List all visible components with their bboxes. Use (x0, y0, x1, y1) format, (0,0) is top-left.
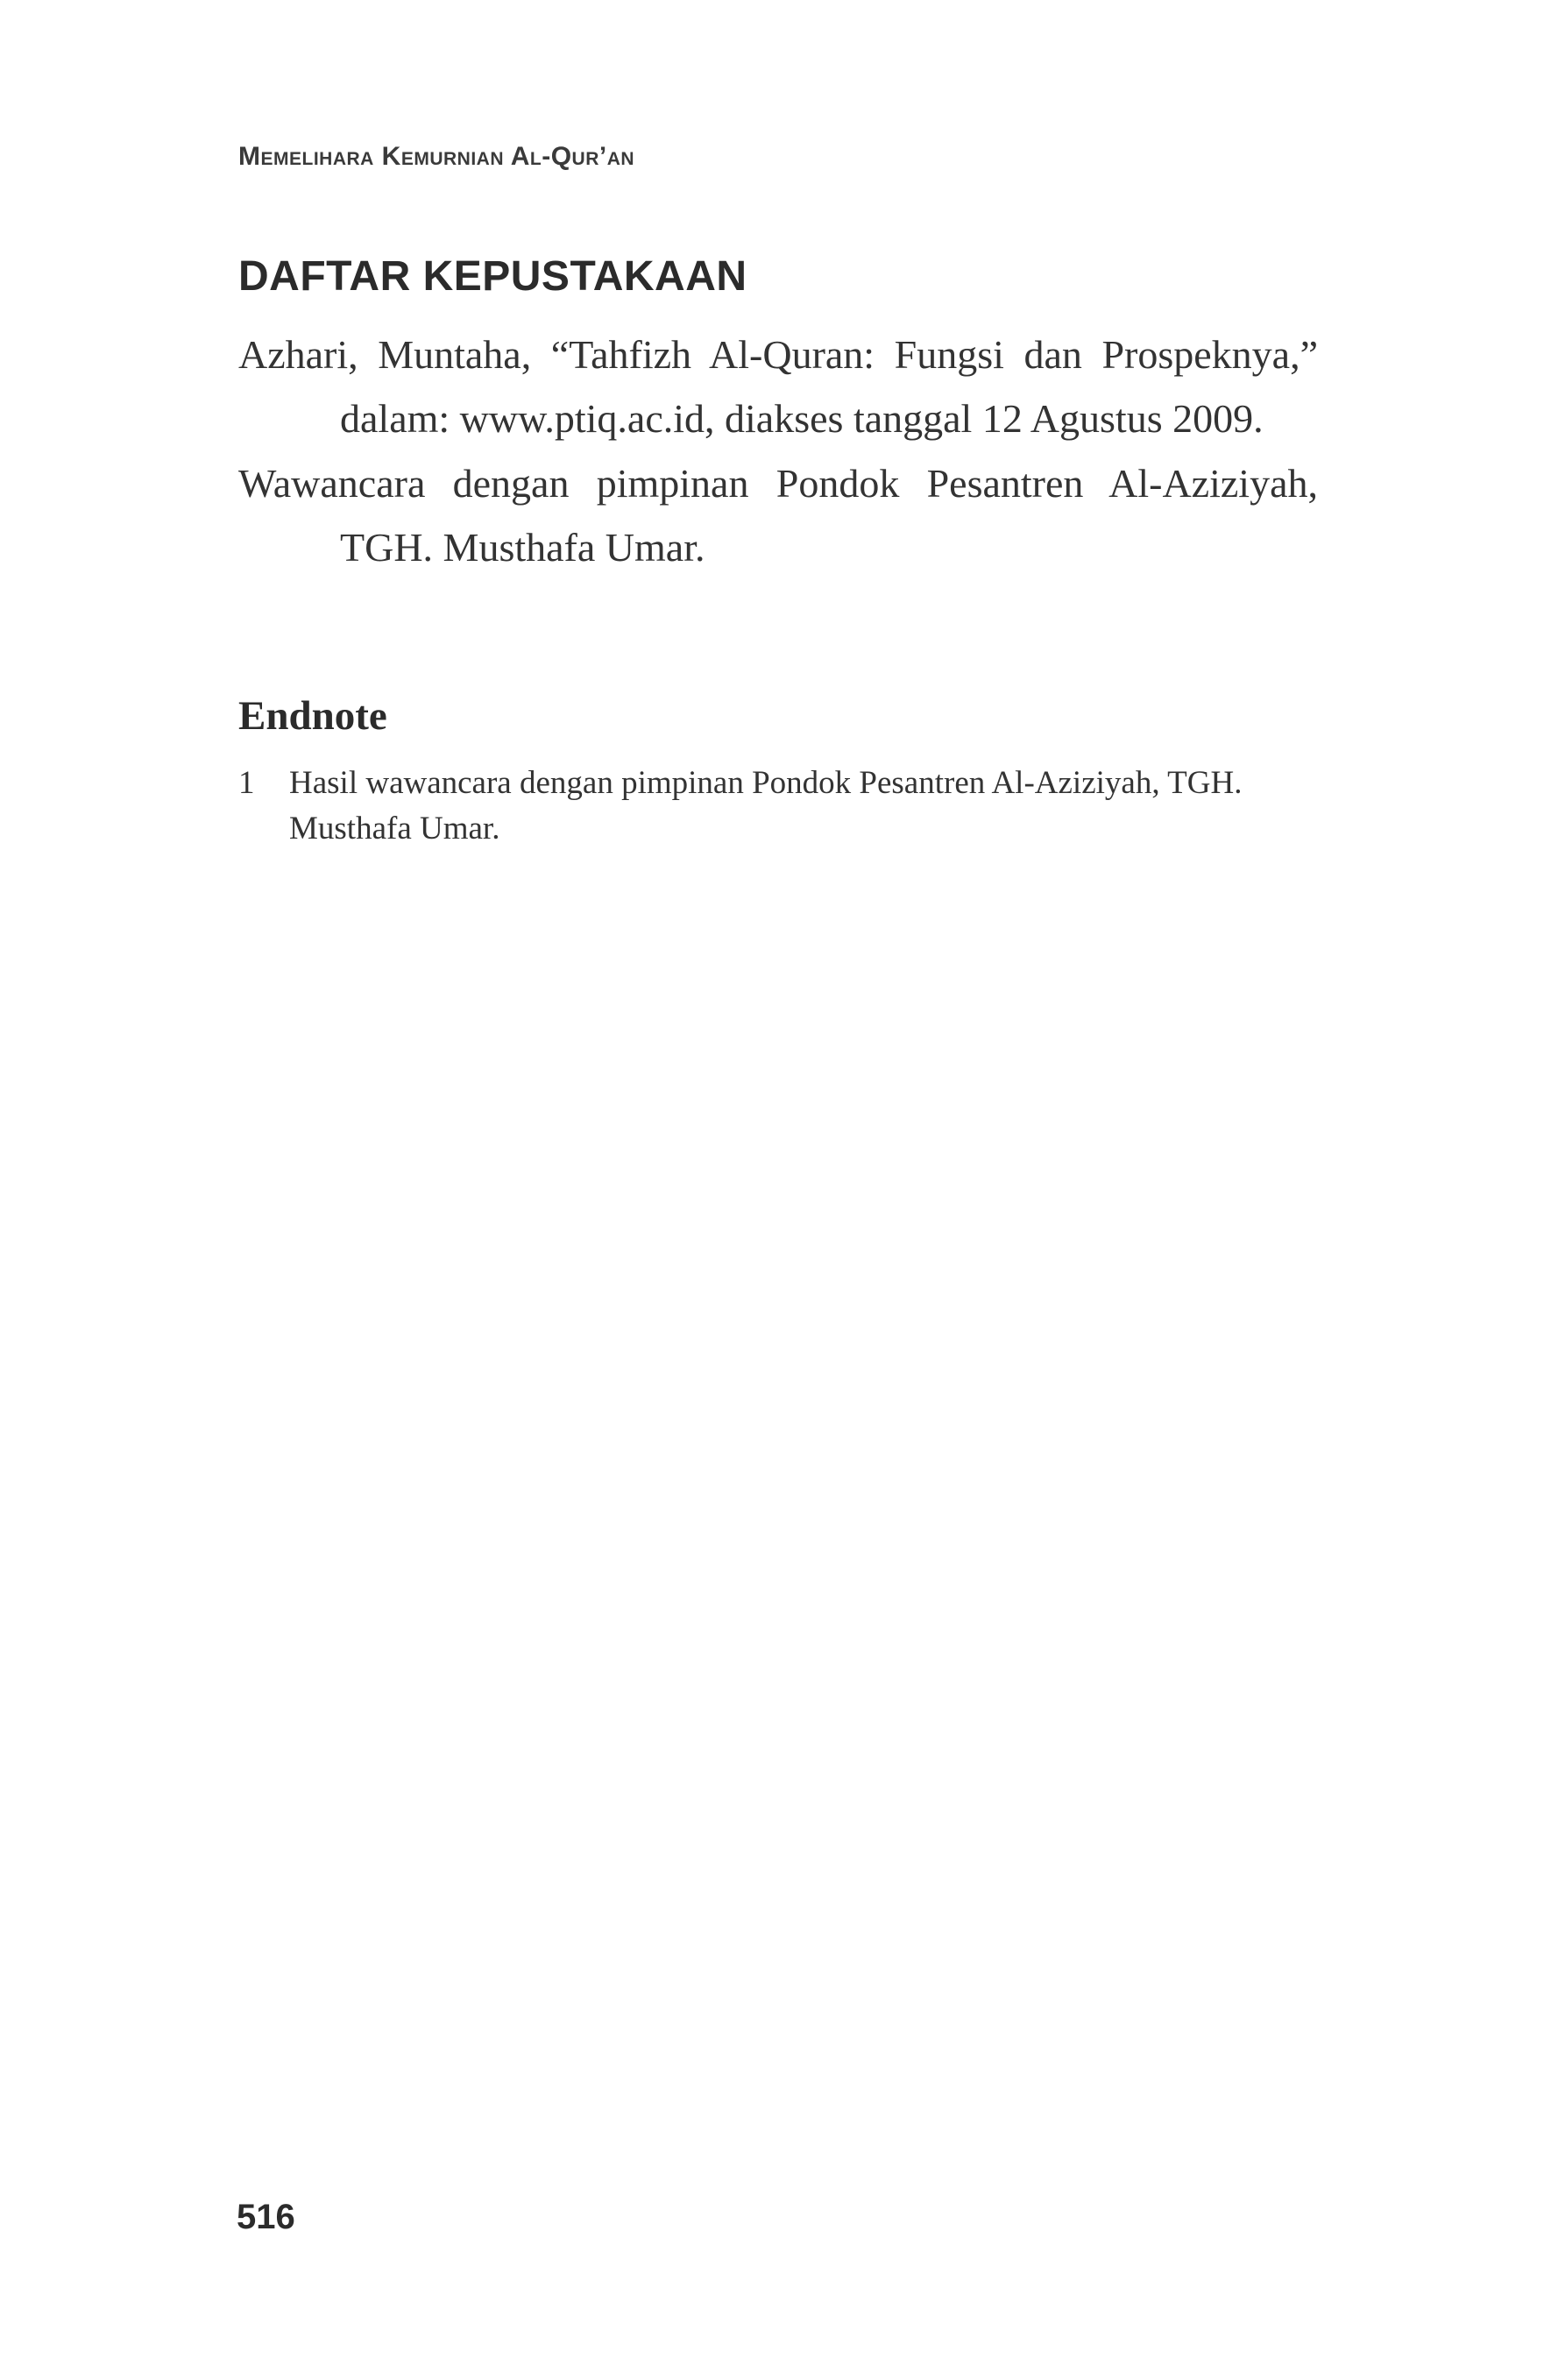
bibliography-title: DAFTAR KEPUSTAKAAN (238, 253, 747, 300)
endnote-text: Hasil wawancara dengan pimpinan Pondok Pesantren Al-Aziziyah, TGH. Musthafa Umar. (289, 765, 1243, 846)
endnote-title: Endnote (238, 693, 387, 739)
bibliography-entry-text: Wawancara dengan pimpinan Pondok Pesantren Al-Aziziyah, TGH. Musthafa Umar. (238, 461, 1318, 570)
bibliography-entry (238, 322, 1318, 454)
running-head: Memelihara Kemurnian Al-Qur’an (238, 142, 635, 171)
page-number: 516 (237, 2198, 295, 2236)
endnote-number: 1 (238, 765, 255, 801)
endnote-item (238, 761, 1325, 852)
bibliography-entry (238, 451, 1318, 583)
bibliography-entry-text: Azhari, Muntaha, “Tahfizh Al-Quran: Fungsi dan Prospeknya,” dalam: www.ptiq.ac.id, diakses tanggal 12 Agustus 2009. (238, 332, 1318, 441)
